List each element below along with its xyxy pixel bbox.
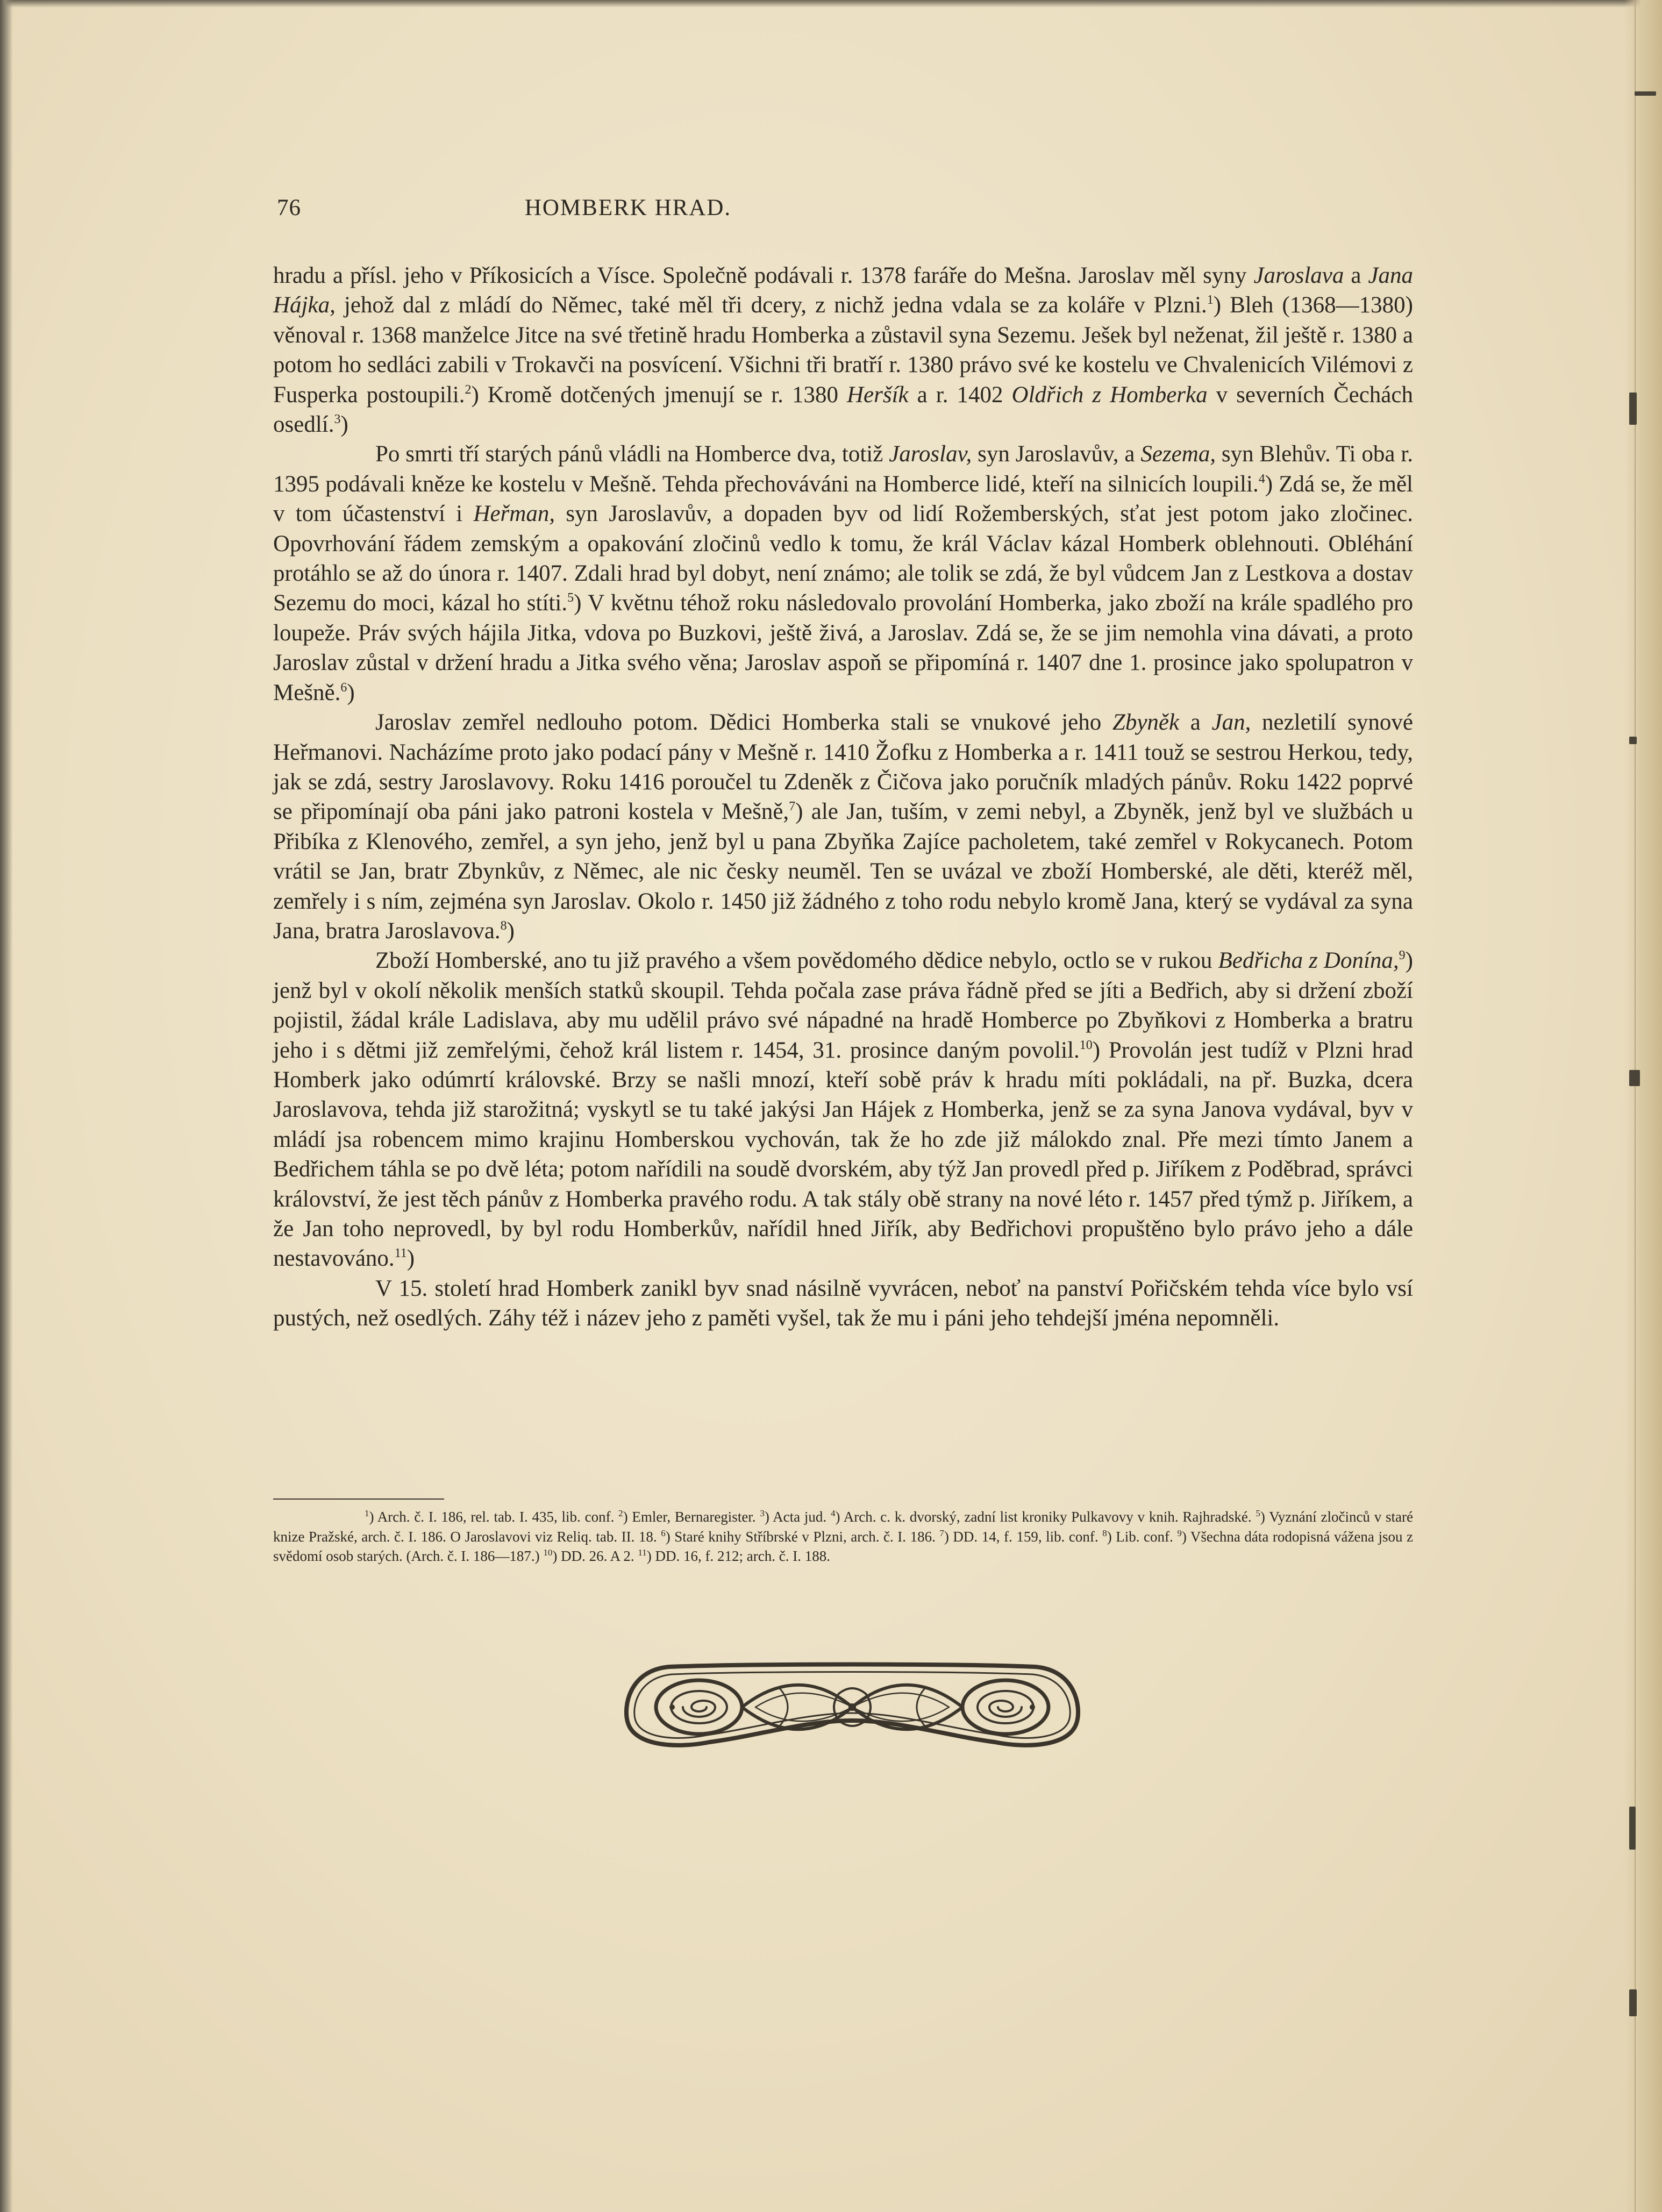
edge-mark: [1629, 393, 1637, 425]
footnote-number: 1: [365, 1508, 369, 1518]
footnotes: [273, 1507, 1413, 1566]
footnote-number: 7: [939, 1528, 944, 1538]
edge-mark: [1629, 1807, 1636, 1850]
footnote-text: ) Arch. c. k. dvorský, zadní list kroniky Pulkavovy v knih. Rajhradské.: [835, 1509, 1256, 1525]
text-run: v severních Čechách osedlí.: [273, 382, 1413, 438]
page-number: 76: [277, 195, 301, 220]
footnote-ref: 5: [567, 591, 574, 605]
edge-mark: [1629, 1070, 1640, 1086]
italic-name: Jan,: [1211, 710, 1251, 736]
footnote-ref: 3: [334, 412, 341, 427]
footnote-number: 9: [1177, 1528, 1182, 1538]
italic-name: Zbyněk: [1112, 710, 1180, 736]
footnote-text: ) Staré knihy Stříbrské v Plzni, arch. č. I. 186.: [665, 1528, 940, 1545]
edge-mark: [1629, 737, 1637, 744]
page-title: HOMBERK HRAD.: [524, 195, 732, 220]
footnote-text: ) Všechna dáta rodopisná vážena jsou z svědomí osob starých. (Arch. č. I. 186—187.): [273, 1528, 1413, 1564]
paragraph: [273, 946, 1413, 1273]
page-edge: [1624, 0, 1662, 2212]
footnote-text: ) Emler, Bernaregister.: [623, 1509, 760, 1525]
text-run: ) Zdá se, že měl v tom účastenství i: [273, 471, 1414, 527]
footnote-number: 5: [1256, 1508, 1260, 1518]
footnote-text: ) Lib. conf.: [1107, 1528, 1178, 1545]
italic-name: Jaroslava: [1253, 263, 1344, 288]
text-run: ): [406, 1246, 415, 1272]
text-run: a r. 1402: [908, 382, 1012, 408]
text-run: ): [507, 918, 515, 944]
scan-left-shadow: [0, 0, 13, 2212]
footnote-ref: 10: [1079, 1038, 1093, 1052]
text-run: ) Provolán jest tudíž v Plzni hrad Homberk jako odúmrtí královské. Brzy se našli mnozí, kteří sobě práv k hradu míti pokládali, na př. Buzka, dcera Jaroslavova, tehda již starožitná; vyskytl se tu také jakýsi Jan Hájek z Homberka, jenž se za syna Janova vydával, byv v mládí jsa robencem mimo krajinu Homberskou vychován, tak že ho zde již málokdo znal. Pře mezi tímto Janem a Bedřichem táhla se po dvě léta; potom nařídili na soudě dvorském, aby týž Jan provedl před p. Jiříkem z Poděbrad, správci království, že jest těch pánův z Homberka pravého rodu. A tak stály obě strany na nové léto r. 1457 před týmž p. Jiříkem, a že Jan toho neprovedl, by byl rodu Homberkův, nařídil hned Jiřík, aby Bedřichovi propuštěno bylo právo jeho a dále nestavováno.: [273, 1037, 1414, 1272]
footnote-ref: 4: [1258, 472, 1265, 486]
paragraph: V 15. století hrad Homberk zanikl byv snad násilně vyvrácen, neboť na panství Pořičském tehda více bylo vsí pustých, než osedlých. Záhy též i název jeho z paměti vyšel, tak že mu i páni jeho tehdejší jména nepomněli.: [273, 1275, 1413, 1331]
text-run: syn Blehův. Ti oba r. 1395 podávali kněze ke kostelu v Mešně. Tehda přechováváni na Homberce lidé, kteří na silnicích loupili.: [273, 441, 1413, 497]
text-run: a: [1179, 710, 1212, 736]
text-run: hradu a přísl. jeho v Příkosicích a Vísce. Společně podávali r. 1378 faráře do Mešna. Jaroslav měl syny: [273, 263, 1254, 288]
text-run: ): [347, 680, 355, 705]
italic-name: Oldřich z Homberka: [1011, 382, 1208, 408]
text-run: a: [1344, 263, 1368, 288]
footnote-ref: 9: [1399, 948, 1406, 963]
text-run: Po smrti tří starých pánů vládli na Homberce dva, totiž: [375, 441, 889, 467]
italic-name: Bedřicha z Donína,: [1218, 948, 1399, 974]
italic-name: Heršík: [846, 382, 909, 408]
tailpiece-ornament: [618, 1656, 1086, 1758]
footnote-ref: 2: [465, 382, 472, 397]
footnote-text: ) DD. 14, f. 159, lib. conf.: [944, 1528, 1103, 1545]
footnote-ref: 8: [500, 918, 507, 933]
italic-name: Heřman,: [473, 501, 555, 527]
footnote-text: ) DD. 16, f. 212; arch. č. I. 188.: [646, 1548, 830, 1564]
text-run: syn Jaroslavův, a dopaden byv od lidí Rožemberských, sťat jest potom jako zločinec. Opovrhování řádem zemským a opakování zločinů vedlo k tomu, že král Václav kázal Homberk oblehnouti. Obléhání protáhlo se až do února r. 1407. Zdali hrad byl dobyt, není známo; ale tolik se zdá, že byl vůdcem Jan z Lestkova a dostav Sezemu do moci, kázal ho stíti.: [273, 501, 1413, 616]
text-run: ) jenž byl v okolí několik menších statků skoupil. Tehda počala zase práva řádně před se jíti a Bedřich, aby si držení zboží pojistil, žádal krále Ladislava, aby mu udělil právo své nápadné na hradě Homberce po Zbyňkovi z Homberka a bratru jeho i s dětmi již zemřelými, čehož král listem r. 1454, 31. prosince daným povolil.: [273, 948, 1413, 1063]
italic-name: Jaroslav,: [889, 441, 972, 467]
text-run: jehož dal z mládí do Němec, také měl tři dcery, z nichž jedna vdala se za koláře v Plzni.: [335, 292, 1207, 318]
footnote-ref: 6: [340, 680, 347, 695]
edge-mark: [1635, 91, 1656, 96]
text-run: ) Kromě dotčených jmenují se r. 1380: [471, 382, 847, 408]
footnote-number: 2: [618, 1508, 623, 1518]
page-edge-line: [1635, 0, 1636, 2212]
text-run: ) ale Jan, tuším, v zemi nebyl, a Zbyněk, jenž byl ve službách u Přibíka z Klenového, zemřel, a syn jeho, jenž byl u pana Zbyňka Zajíce pacholetem, také zemřel v Rokycanech. Potom vrátil se Jan, bratr Zbynkův, z Němec, ale nic česky neuměl. Ten se uvázal ve zboží Homberské, ale děti, kteréž měl, zemřely i s ním, zejména syn Jaroslav. Okolo r. 1450 již žádného z toho rodu nebylo kromě Jana, který se vydával za syna Jana, bratra Jaroslavova.: [273, 799, 1413, 944]
edge-mark: [1629, 1989, 1637, 2016]
footnote-number: 4: [830, 1508, 836, 1518]
footnote-text: ) DD. 26. A 2.: [552, 1548, 638, 1564]
paragraph: [273, 439, 1413, 708]
text-run: ) Bleh (1368—1380) věnoval r. 1368 manželce Jitce na své třetině hradu Homberka a zůstavil syna Sezemu. Ješek byl neženat, žil ještě r. 1380 a potom ho sedláci zabili v Trokavči na posvícení. Všichni tři bratří r. 1380 právo své ke kostelu ve Chvalenicích Vilémovi z Fusperka postoupili.: [273, 292, 1414, 408]
footnote-text: ) Vyznání zločinců v staré knize Pražské, arch. č. I. 186. O Jaroslavovi viz Reliq. tab. II. 18.: [273, 1509, 1413, 1545]
footnote-ref: 11: [394, 1246, 407, 1261]
footnote-number: 3: [760, 1508, 765, 1518]
footnote-ref: 7: [789, 800, 796, 814]
paragraph: [273, 708, 1413, 946]
italic-name: Jana Hájka,: [273, 263, 1413, 318]
footnote-text: ) Acta jud.: [764, 1509, 831, 1525]
footnote-ref: 1: [1207, 293, 1214, 308]
paragraph: [273, 261, 1413, 439]
footnote-number: 8: [1102, 1528, 1107, 1538]
footnote-number: 6: [661, 1528, 666, 1538]
footnote-rule: [273, 1499, 444, 1500]
footnote-number: 11: [638, 1547, 647, 1558]
text-run: ): [340, 412, 348, 438]
italic-name: Sezema,: [1140, 441, 1216, 467]
text-run: Zboží Homberské, ano tu již pravého a všem povědomého dědice nebylo, octlo se v rukou: [375, 948, 1218, 974]
running-head: [277, 195, 979, 232]
main-text: [273, 261, 1413, 1333]
text-run: syn Jaroslavův, a: [972, 441, 1141, 467]
footnote-number: 10: [543, 1547, 553, 1558]
scan-top-shadow: [0, 0, 1662, 8]
text-run: Jaroslav zemřel nedlouho potom. Dědici Homberka stali se vnukové jeho: [375, 710, 1112, 736]
footnote-text: ) Arch. č. I. 186, rel. tab. I. 435, lib. conf.: [369, 1509, 619, 1525]
text-run: nezletilí synové Heřmanovi. Nacházíme proto jako podací pány v Mešně r. 1410 Žofku z Homberka a r. 1411 touž se sestrou Herkou, tedy, jak se zdá, sestry Jaroslavovy. Roku 1416 poroučel tu Zdeněk z Čičova jako poručník mladých pánův. Roku 1422 poprvé se připomínají oba páni jako patroni kostela v Mešně,: [273, 710, 1413, 825]
text-run: ) V květnu téhož roku následovalo provolání Homberka, jako zboží na krále spadlého pro loupeže. Práv svých hájila Jitka, vdova po Buzkovi, ještě živá, a Jaroslav. Zdá se, že se jim nemohla vina dávati, a proto Jaroslav zůstal v držení hradu a Jitka svého věna; Jaroslav aspoň se připomíná r. 1407 dne 1. prosince jako spolupatron v Mešně.: [273, 590, 1413, 705]
